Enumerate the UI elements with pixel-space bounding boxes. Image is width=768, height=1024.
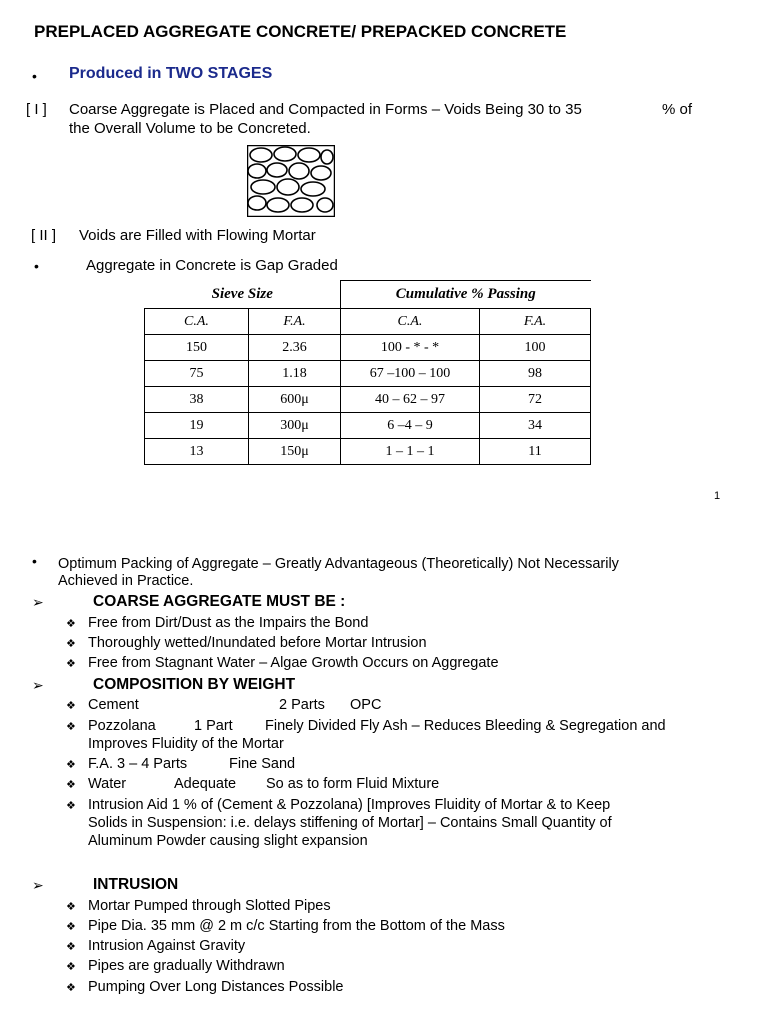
diamond-bullet-icon: ❖ <box>66 759 76 771</box>
list-item <box>66 898 331 916</box>
list-item-text: Adequate <box>174 776 237 792</box>
list-item-text: Intrusion Against Gravity <box>88 938 246 954</box>
list-item-text: OPC <box>350 697 382 713</box>
list-item <box>66 918 505 936</box>
diamond-bullet-icon: ❖ <box>66 982 76 994</box>
table-cell: 98 <box>480 361 591 387</box>
table-row <box>145 413 591 439</box>
list-item-text: Mortar Pumped through Slotted Pipes <box>88 898 331 914</box>
table-row <box>145 335 591 361</box>
intrusion-heading: INTRUSION <box>93 876 179 893</box>
aggregate-voids-illustration <box>247 145 335 217</box>
arrow-bullet-icon: ➢ <box>32 594 44 610</box>
arrow-bullet-icon: ➢ <box>32 677 44 693</box>
list-item-text: Intrusion Aid 1 % of (Cement & Pozzolana) [Improves Fluidity of Mortar & to Keep <box>88 797 611 813</box>
table-cell: 34 <box>480 413 591 439</box>
diamond-bullet-icon: ❖ <box>66 941 76 953</box>
list-item-text: So as to form Fluid Mixture <box>266 776 440 792</box>
stage-two-marker: [ II ] <box>31 227 57 244</box>
table-row <box>145 361 591 387</box>
table-cell: 38 <box>145 387 249 413</box>
table-cell: 19 <box>145 413 249 439</box>
arrow-bullet-icon: ➢ <box>32 877 44 893</box>
list-item <box>66 635 427 653</box>
table-cell: 2.36 <box>249 335 341 361</box>
stage-one-marker: [ I ] <box>26 101 47 118</box>
list-item-text: Free from Dirt/Dust as the Impairs the Bond <box>88 615 369 631</box>
bullet-marker: • <box>32 68 37 84</box>
table-subheader: F.A. <box>249 309 341 335</box>
diamond-bullet-icon: ❖ <box>66 638 76 650</box>
sieve-analysis-table <box>144 280 591 465</box>
list-item-text: 2 Parts <box>279 697 325 713</box>
table-header-row <box>145 281 591 309</box>
table-cell: 13 <box>145 439 249 465</box>
list-item <box>66 958 285 976</box>
table-subheader: F.A. <box>480 309 591 335</box>
stage-one-percent: % of <box>662 101 693 118</box>
list-item <box>66 938 246 956</box>
table-cell: 150μ <box>249 439 341 465</box>
table-row <box>145 387 591 413</box>
table-cell: 1 – 1 – 1 <box>341 439 480 465</box>
list-item <box>66 756 296 774</box>
list-item <box>66 697 382 715</box>
optimum-text-line1: Optimum Packing of Aggregate – Greatly Advantageous (Theoretically) Not Necessarily <box>58 556 619 572</box>
list-item-text: Free from Stagnant Water – Algae Growth Occurs on Aggregate <box>88 655 499 671</box>
list-item-text: Pozzolana <box>88 718 156 734</box>
table-group-header: Cumulative % Passing <box>341 281 591 309</box>
diamond-bullet-icon: ❖ <box>66 921 76 933</box>
table-row <box>145 439 591 465</box>
list-item-text: Finely Divided Fly Ash – Reduces Bleeding & Segregation and <box>265 718 666 734</box>
diamond-bullet-icon: ❖ <box>66 721 76 733</box>
table-cell: 75 <box>145 361 249 387</box>
table-cell: 150 <box>145 335 249 361</box>
diamond-bullet-icon: ❖ <box>66 800 76 812</box>
table-cell: 1.18 <box>249 361 341 387</box>
list-item-text: Pipe Dia. 35 mm @ 2 m c/c Starting from the Bottom of the Mass <box>88 918 505 934</box>
table-cell: 6 –4 – 9 <box>341 413 480 439</box>
list-item-text: Improves Fluidity of the Mortar <box>88 736 284 752</box>
list-item-text: Pipes are gradually Withdrawn <box>88 958 285 974</box>
diamond-bullet-icon: ❖ <box>66 618 76 630</box>
bullet-marker: • <box>34 258 39 274</box>
stage-one-text-line1: Coarse Aggregate is Placed and Compacted in Forms – Voids Being 30 to 35 <box>69 101 582 118</box>
table-cell: 40 – 62 – 97 <box>341 387 480 413</box>
list-item <box>66 776 440 794</box>
list-item-text: Solids in Suspension: i.e. delays stiffening of Mortar] – Contains Small Quantity of <box>88 815 612 831</box>
list-item-text: Fine Sand <box>229 756 296 772</box>
table-cell: 11 <box>480 439 591 465</box>
diamond-bullet-icon: ❖ <box>66 779 76 791</box>
diamond-bullet-icon: ❖ <box>66 700 76 712</box>
table-subheader-row <box>145 309 591 335</box>
list-item <box>66 718 666 752</box>
page-number: 1 <box>714 490 721 502</box>
list-item-text: Thoroughly wetted/Inundated before Mortar Intrusion <box>88 635 427 651</box>
page-title: PREPLACED AGGREGATE CONCRETE/ PREPACKED CONCRETE <box>34 22 567 41</box>
table-cell: 600μ <box>249 387 341 413</box>
list-item-text: Water <box>88 776 127 792</box>
table-cell: 100 <box>480 335 591 361</box>
table-cell: 100 - * - * <box>341 335 480 361</box>
list-item <box>66 979 344 997</box>
gap-graded-text: Aggregate in Concrete is Gap Graded <box>86 257 338 274</box>
list-item <box>66 655 499 673</box>
stage-one-text-line2: the Overall Volume to be Concreted. <box>69 120 311 137</box>
optimum-text-line2: Achieved in Practice. <box>58 573 194 589</box>
bullet-marker: • <box>32 553 37 569</box>
stages-heading: Produced in TWO STAGES <box>69 65 273 82</box>
table-subheader: C.A. <box>145 309 249 335</box>
diamond-bullet-icon: ❖ <box>66 658 76 670</box>
list-item <box>66 797 612 849</box>
list-item-text: Pumping Over Long Distances Possible <box>88 979 344 995</box>
stage-two-text: Voids are Filled with Flowing Mortar <box>79 227 316 244</box>
coarse-aggregate-heading: COARSE AGGREGATE MUST BE : <box>93 593 346 610</box>
list-item-text: Cement <box>88 697 139 713</box>
list-item-text: F.A. 3 – 4 Parts <box>88 756 188 772</box>
list-item-text: 1 Part <box>194 718 233 734</box>
diamond-bullet-icon: ❖ <box>66 901 76 913</box>
diamond-bullet-icon: ❖ <box>66 961 76 973</box>
table-cell: 72 <box>480 387 591 413</box>
list-item <box>66 615 369 633</box>
table-subheader: C.A. <box>341 309 480 335</box>
table-cell: 67 –100 – 100 <box>341 361 480 387</box>
list-item-text: Aluminum Powder causing slight expansion <box>88 833 368 849</box>
composition-heading: COMPOSITION BY WEIGHT <box>93 676 296 693</box>
table-group-header: Sieve Size <box>145 281 341 309</box>
table-cell: 300μ <box>249 413 341 439</box>
